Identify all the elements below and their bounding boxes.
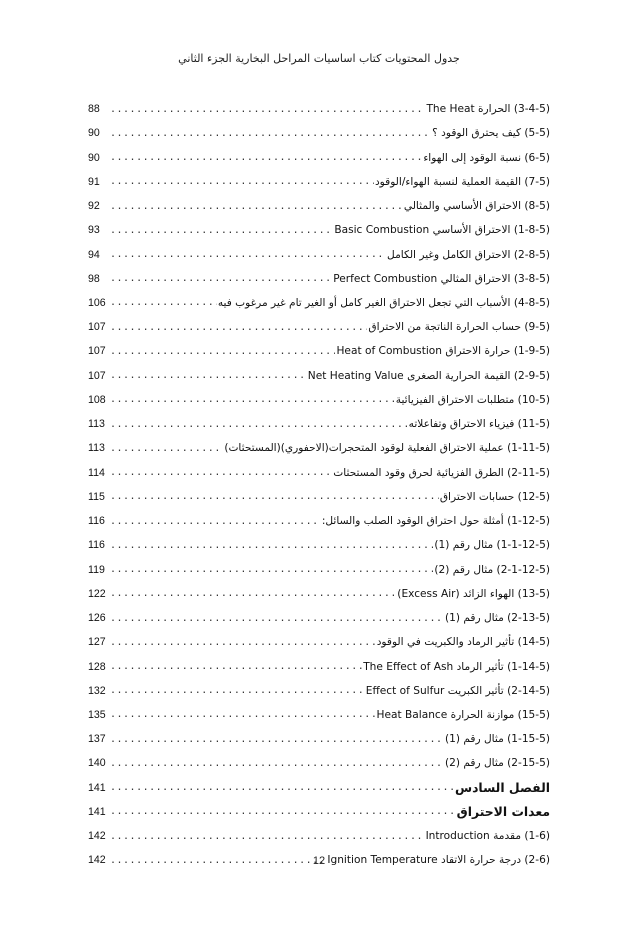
toc-entry[interactable] — [88, 121, 550, 145]
toc-entry-page: 135 — [88, 708, 106, 721]
toc-entry[interactable] — [88, 170, 550, 194]
toc-entry-title: (1-9-5) حرارة الاحتراق Heat of Combustion — [336, 345, 550, 358]
dot-leader — [108, 540, 433, 551]
dot-leader — [108, 225, 333, 236]
dot-leader — [108, 734, 444, 745]
dot-leader — [108, 322, 367, 333]
dot-leader — [108, 758, 444, 769]
dot-leader — [108, 273, 332, 284]
toc-entry-page: 115 — [88, 490, 105, 503]
toc-entry[interactable] — [88, 557, 550, 581]
toc-entry-page: 107 — [88, 369, 106, 382]
toc-entry-title: (1-14-5) تأثير الرماد The Effect of Ash — [363, 660, 550, 673]
toc-entry[interactable] — [88, 461, 550, 485]
toc-entry-title: (5-5) كيف يحترق الوقود ؟ — [432, 127, 550, 140]
toc-entry-page: 142 — [88, 830, 106, 843]
toc-entry[interactable] — [88, 364, 550, 388]
toc-entry-page: 137 — [88, 733, 106, 746]
dot-leader — [108, 661, 362, 672]
toc-entry-page: 132 — [88, 684, 106, 697]
toc-entry-page: 88 — [88, 103, 100, 116]
toc-entry-page: 90 — [88, 127, 100, 140]
toc-entry-title: (10-5) متطلبات الاحتراق الفيزيائية — [395, 393, 550, 406]
toc-entry-title: (14-5) تأثير الرماد والكبريت في الوقود — [376, 636, 550, 649]
toc-entry[interactable] — [88, 582, 550, 606]
dot-leader — [108, 443, 223, 454]
toc-entry[interactable] — [88, 751, 550, 775]
dot-leader — [108, 564, 433, 575]
toc-entry[interactable] — [88, 436, 550, 460]
toc-entry-page: 141 — [88, 781, 106, 794]
dot-leader — [108, 370, 307, 381]
toc-entry-title: (2-6) درجة حرارة الاتقاد Ignition Temperature — [327, 854, 550, 867]
dot-leader — [108, 297, 217, 308]
toc-entry-title: (9-5) حساب الحرارة الناتجة من الاحتراق — [368, 321, 550, 334]
toc-entry-page: 140 — [88, 757, 106, 770]
toc-entry-page: 94 — [88, 248, 100, 261]
toc-entry-page: 141 — [88, 805, 106, 818]
toc-entry[interactable] — [88, 533, 550, 557]
toc-entry-title: (11-5) فيزياء الاحتراق وتفاعلاته — [408, 418, 550, 431]
toc-entry-title: (15-5) موازنة الحرارة Heat Balance — [376, 708, 550, 721]
toc-entry-title: (1-6) مقدمة Introduction — [425, 830, 550, 843]
toc-entry-page: 128 — [88, 660, 106, 673]
toc-entry[interactable] — [88, 630, 550, 654]
dot-leader — [108, 588, 396, 599]
toc-entry[interactable] — [88, 824, 550, 848]
toc-entry-page: 98 — [88, 272, 100, 285]
dot-leader — [108, 104, 425, 115]
dot-leader — [108, 419, 408, 430]
toc-entry-page: 106 — [88, 296, 106, 309]
toc-entry-title: (1-8-5) الاحتراق الأساسي Basic Combustion — [334, 224, 550, 237]
dot-leader — [108, 806, 456, 817]
dot-leader — [108, 709, 376, 720]
toc-entry[interactable] — [88, 606, 550, 630]
toc-entry[interactable] — [88, 654, 550, 678]
toc-entry-title: (2-15-5) مثال رقم (2) — [444, 757, 550, 770]
toc-entry[interactable] — [88, 242, 550, 266]
toc-entry-page: 113 — [88, 442, 105, 455]
dot-leader — [108, 346, 335, 357]
toc-entry-page: 127 — [88, 636, 106, 649]
toc-entry[interactable] — [88, 291, 550, 315]
toc-entry-title: (13-5) الهواء الزائد (Excess Air) — [397, 587, 550, 600]
toc-entry-title: (7-5) القيمة العملية لنسبة الهواء/الوقود — [374, 175, 550, 188]
toc-entry-page: 126 — [88, 612, 106, 625]
dot-leader — [108, 249, 386, 260]
toc-entry-title: (2-11-5) الطرق الفزيائية لحرق وقود المستحثات — [333, 466, 550, 479]
dot-leader — [108, 516, 321, 527]
toc-entry-title: (2-14-5) تأثير الكبريت Effect of Sulfur — [365, 684, 550, 697]
toc-entry-title: (2-1-12-5) مثال رقم (2) — [434, 563, 550, 576]
dot-leader — [108, 491, 439, 502]
dot-leader — [108, 613, 444, 624]
toc-entry-page: 113 — [88, 418, 105, 431]
toc-entry[interactable] — [88, 388, 550, 412]
toc-entry-title: (1-15-5) مثال رقم (1) — [444, 733, 550, 746]
dot-leader — [108, 782, 454, 793]
toc-entry[interactable] — [88, 509, 550, 533]
toc-entry[interactable] — [88, 776, 550, 800]
toc-entry[interactable] — [88, 800, 550, 824]
page-number: 12 — [312, 855, 326, 867]
toc-entry-page: 116 — [88, 539, 105, 552]
dot-leader — [108, 128, 431, 139]
toc-entry[interactable] — [88, 267, 550, 291]
toc-entry-title: (8-5) الاحتراق الأساسي والمثالي — [403, 200, 550, 213]
toc-entry-page: 93 — [88, 224, 100, 237]
toc-entry[interactable] — [88, 145, 550, 169]
toc-entry[interactable] — [88, 218, 550, 242]
toc-entry-page: 92 — [88, 200, 100, 213]
toc-entry[interactable] — [88, 679, 550, 703]
toc-entry-page: 119 — [88, 563, 105, 576]
toc-entry-title: (3-8-5) الاحتراق المثالي Perfect Combustion — [333, 272, 550, 285]
toc-entry-page: 116 — [88, 515, 105, 528]
toc-entry-title: (1-12-5) أمثلة حول احتراق الوقود الصلب والسائل: — [321, 515, 550, 528]
toc-entry-page: 142 — [88, 854, 106, 867]
toc-entry-title: (12-5) حسابات الاحتراق — [439, 490, 550, 503]
dot-leader — [108, 394, 395, 405]
toc-entry[interactable] — [88, 727, 550, 751]
toc-entry-title: (2-9-5) القيمة الحرارية الصغرى Net Heating Value — [307, 369, 550, 382]
toc-entry-title: (1-11-5) عملية الاحتراق الفعلية لوقود المتحجرات(الاحفوري)(المستحثات) — [224, 442, 550, 455]
toc-entry-title: (2-8-5) الاحتراق الكامل وغير الكامل — [387, 248, 550, 261]
page-header: جدول المحتويات كتاب اساسيات المراحل البخارية الجزء الثاني — [178, 52, 460, 65]
toc-entry-title: (2-13-5) مثال رقم (1) — [444, 612, 550, 625]
toc-entry[interactable] — [88, 703, 550, 727]
toc-entry-page: 108 — [88, 393, 106, 406]
toc-entry[interactable] — [88, 194, 550, 218]
toc-entry-page: 107 — [88, 321, 106, 334]
dot-leader — [108, 201, 403, 212]
toc-entry-title: (1-1-12-5) مثال رقم (1) — [434, 539, 550, 552]
toc-entry[interactable] — [88, 315, 550, 339]
table-of-contents — [88, 97, 550, 873]
dot-leader — [108, 176, 374, 187]
dot-leader — [108, 467, 332, 478]
toc-entry-title: معدات الاحتراق — [456, 804, 550, 820]
dot-leader — [108, 685, 365, 696]
dot-leader — [108, 637, 376, 648]
toc-entry[interactable] — [88, 97, 550, 121]
toc-entry-page: 107 — [88, 345, 106, 358]
toc-entry[interactable] — [88, 412, 550, 436]
toc-entry-page: 114 — [88, 466, 105, 479]
toc-entry-title: (3-4-5) الحرارة The Heat — [426, 103, 550, 116]
toc-entry-title: الفصل السادس — [454, 780, 550, 796]
toc-entry-page: 122 — [88, 587, 106, 600]
toc-entry-page: 90 — [88, 151, 100, 164]
toc-entry-title: (4-8-5) الأسباب التي تجعل الاحتراق الغير كامل أو الغير تام غير مرغوب فيه — [217, 296, 550, 309]
toc-entry-page: 91 — [88, 175, 100, 188]
toc-entry[interactable] — [88, 485, 550, 509]
toc-entry-title: (6-5) نسبة الوقود إلى الهواء — [423, 151, 550, 164]
dot-leader — [108, 152, 422, 163]
dot-leader — [108, 831, 425, 842]
toc-entry[interactable] — [88, 339, 550, 363]
